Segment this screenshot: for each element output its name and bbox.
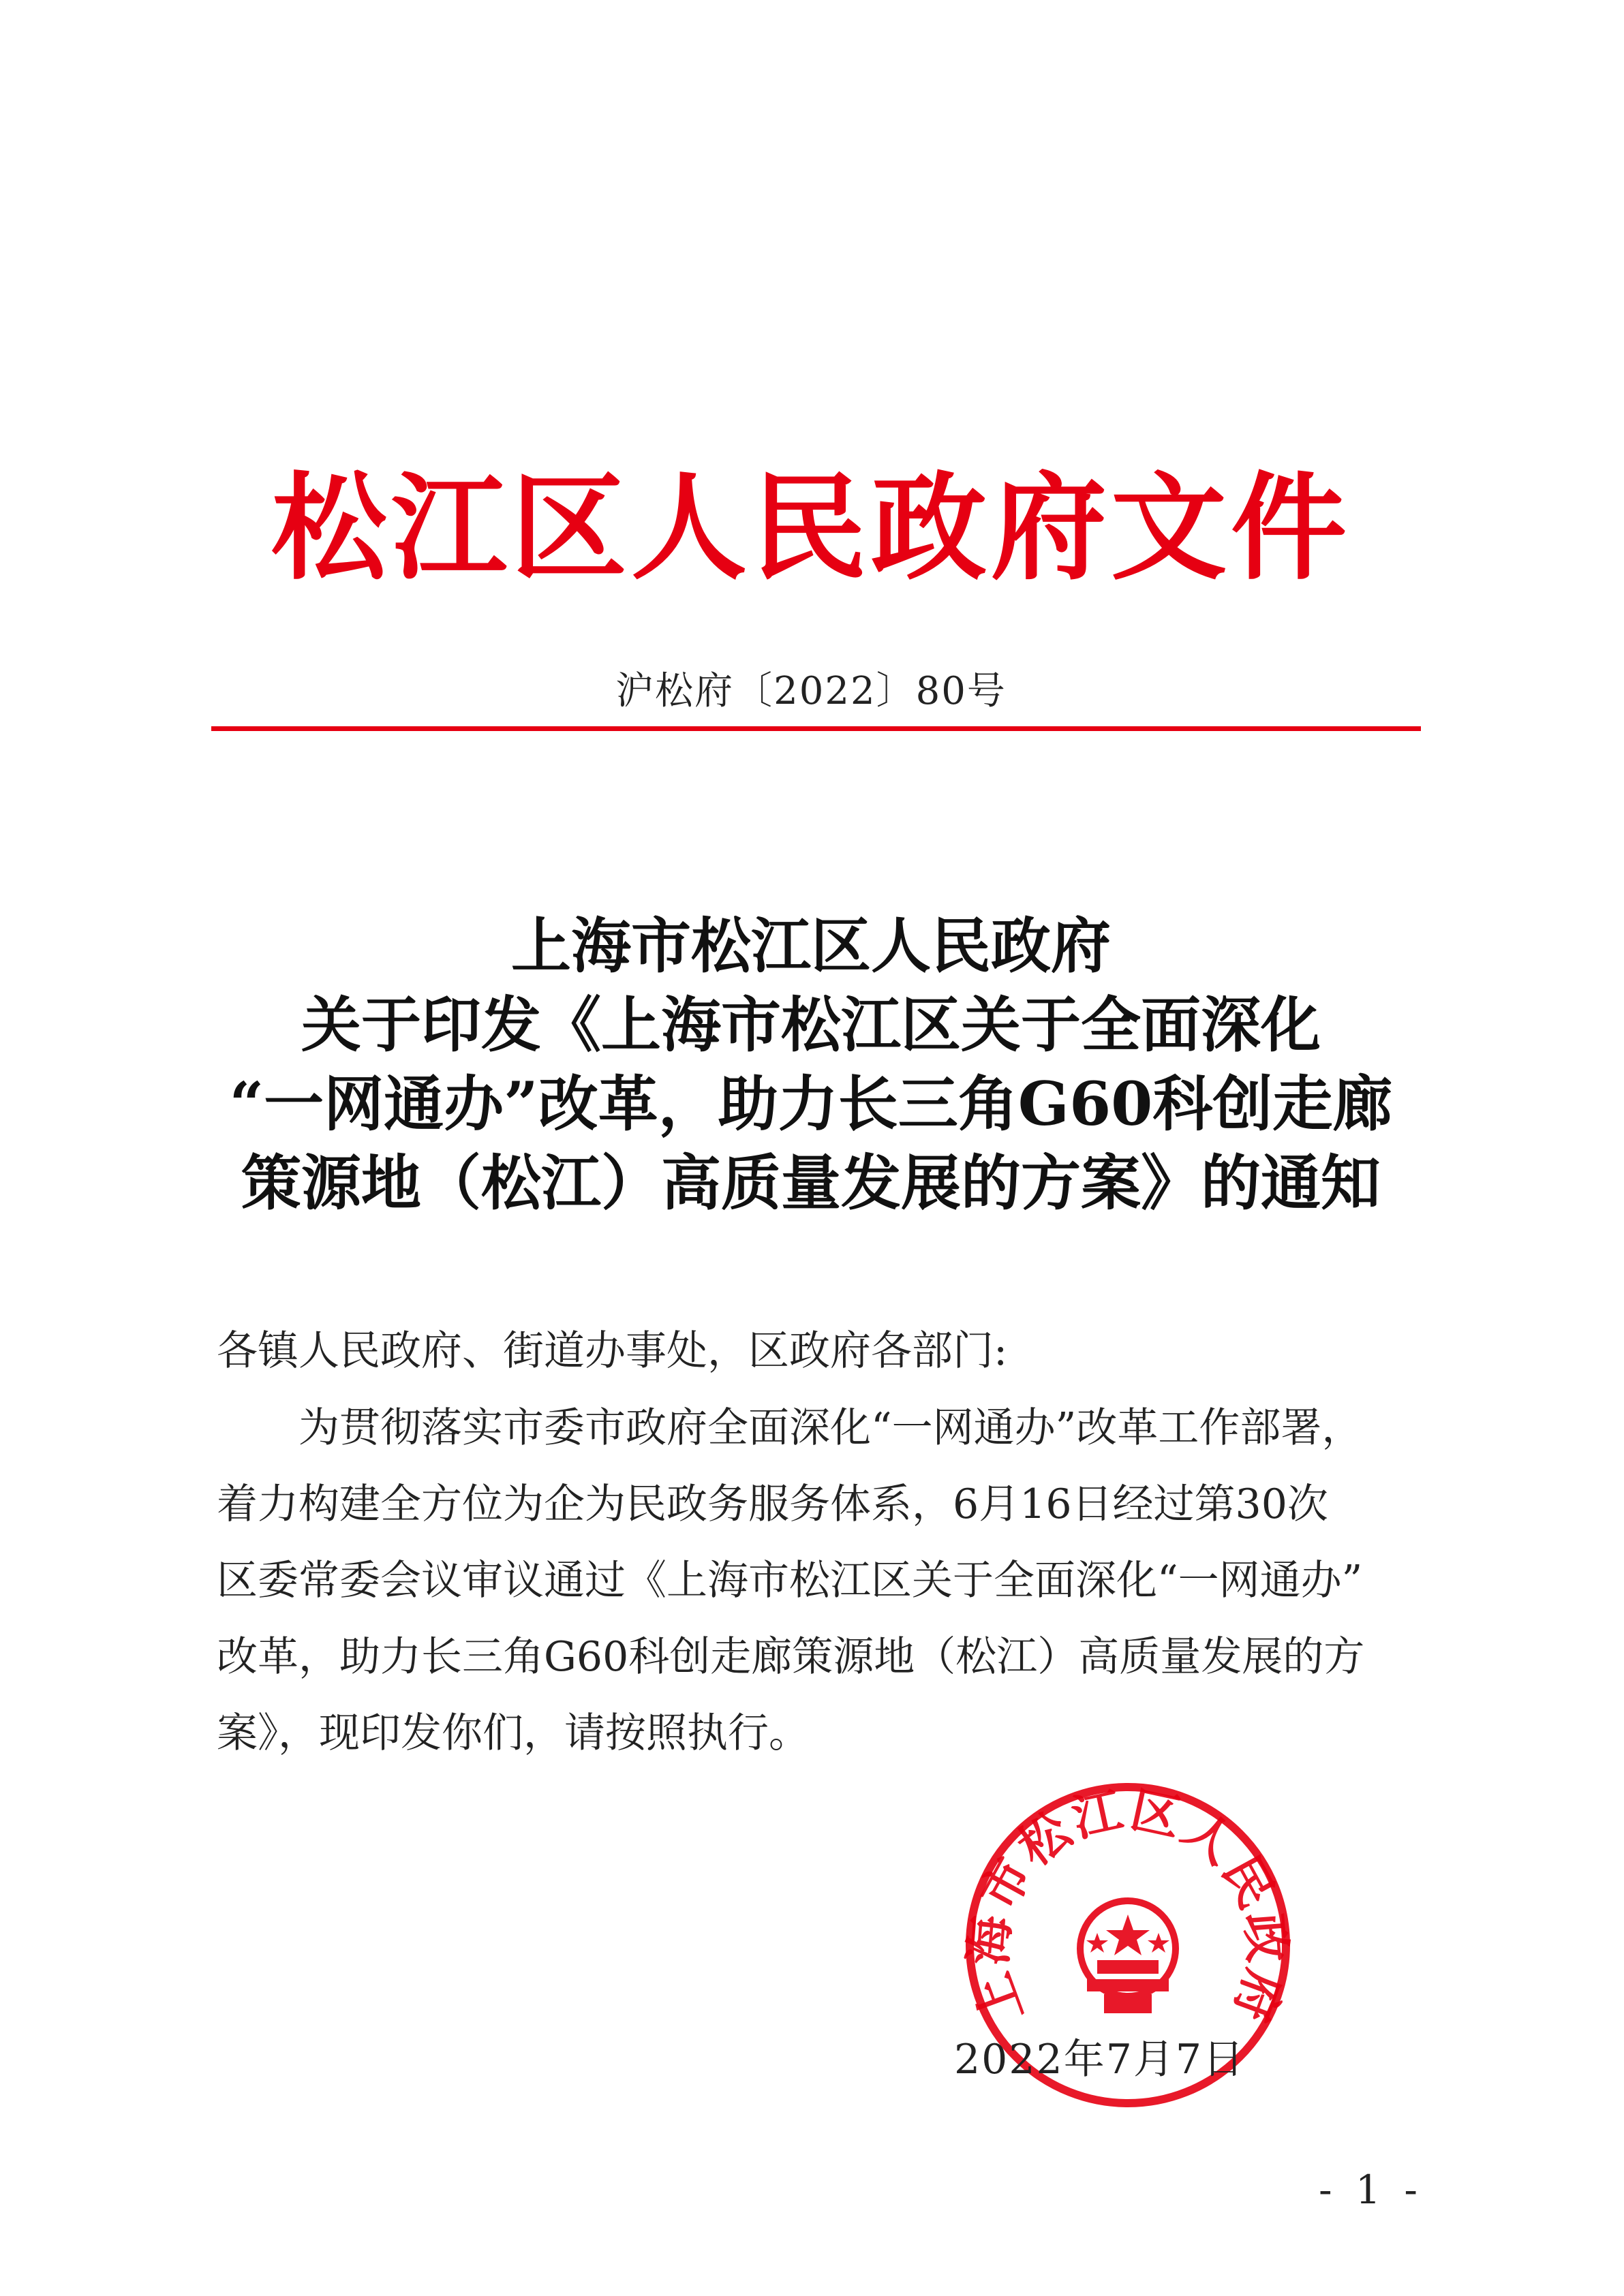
document-number: 沪松府〔2022〕80号 [615, 669, 1007, 713]
salutation: 各镇人民政府、街道办事处，区政府各部门: [217, 1327, 1008, 1375]
document-title [204, 906, 1418, 1222]
body-line-4: 改革，助力长三角G60科创走廊策源地（松江）高质量发展的方 [217, 1633, 1365, 1681]
body-paragraph [217, 1390, 1423, 1771]
title-line-1: 上海市松江区人民政府 [510, 910, 1111, 981]
title-line-4: 策源地（松江）高质量发展的方案》的通知 [241, 1147, 1381, 1218]
body-line-5: 案》，现印发你们，请按照执行。 [217, 1709, 810, 1757]
body-line-3: 区委常委会议审议通过《上海市松江区关于全面深化“一网通办” [217, 1557, 1363, 1604]
issue-date: 2022年7月7日 [954, 2036, 1246, 2083]
body-line-1: 为贯彻落实市委市政府全面深化“一网通办”改革工作部署， [298, 1404, 1363, 1452]
svg-text:上海市松江区人民政府: 上海市松江区人民政府 [958, 1780, 1298, 2032]
body-line-2: 着力构建全方位为企为民政务服务体系，6月16日经过第30次 [217, 1480, 1328, 1528]
title-line-3: “一网通办”改革，助力长三角G60科创走廊 [229, 1068, 1393, 1139]
title-line-2: 关于印发《上海市松江区关于全面深化 [301, 989, 1321, 1060]
masthead-title: 松江区人民政府文件 [271, 460, 1351, 596]
red-divider-line [211, 726, 1421, 731]
page-number: - 1 - [1319, 2167, 1423, 2213]
